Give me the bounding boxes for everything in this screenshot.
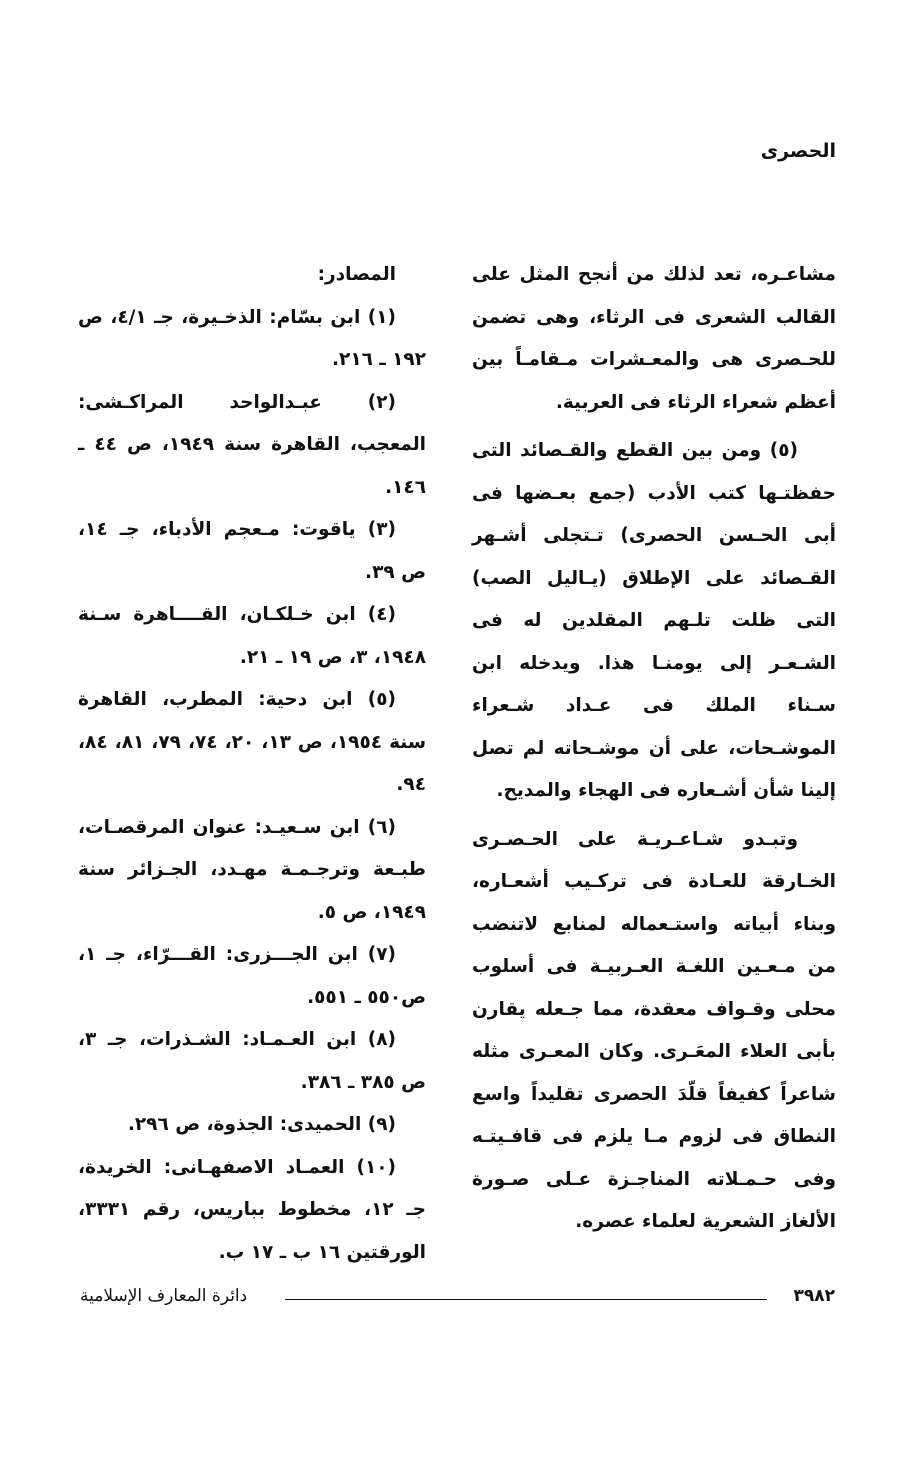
- body-paragraph: وتبـدو شـاعـريـة على الحـصـرى الخـارقة للعـادة فى تركـيب أشعـاره، وبناء أبياته واستـعماله لمنابع لاتنضب من مـعـين اللغـة العـربيـة فى أسلوب محلى وقـواف معقدة، مما جـعله يقارن بأبى العلاء المعَـرى. وكان المعـرى مثله شاعراً كفيفاً قلّدَ الحصرى تقليداً واسع النطاق فى لزوم مـا يلزم فى قافـيتـه وفى حـمـلاته المناجـزة عـلى صـورة الألغاز الشعرية لعلماء عصره.: [472, 828, 836, 1232]
- main-text-column: [472, 254, 836, 1250]
- sources-column: [78, 254, 426, 1274]
- source-item: (٦) ابن سـعيـد: عنوان المرقصـات، طبـعة وترجـمـة مهـدد، الجـزائر سنة ١٩٤٩، ص ٥.: [78, 816, 426, 923]
- running-head: الحصرى: [760, 140, 836, 162]
- source-item: (٩) الحميدى: الجذوة، ص ٢٩٦.: [127, 1114, 396, 1135]
- body-paragraph: (٥) ومن بين القطع والقـصائد التى حفظتـها كتب الأدب (جمع بعـضها فى أبى الحـسن الحصرى) تـتجلى أشـهر القـصائد على الإطلاق (يـاليل الصب) التى ظلت تلـهم المقلدين له فى الشـعـر إلى يومنـا هذا. ويدخله ابن سـناء الملك فى عـداد شـعراء الموشـحات، على أن موشـحاته لم تصل إلينا شأن أشـعاره فى الهجاء والمديح.: [472, 440, 836, 801]
- source-item: (١) ابن بسّام: الذخـيرة، جـ ٤/١، ص ١٩٢ ـ ٢١٦.: [78, 306, 426, 370]
- sources-heading: المصادر:: [317, 264, 396, 285]
- publication-title: دائرة المعارف الإسلامية: [80, 1286, 248, 1306]
- footer-rule: [285, 1299, 767, 1300]
- source-item: (٢) عبـدالواحد المراكـشى: المعجب، القاهرة سنة ١٩٤٩، ص ٤٤ ـ ١٤٦.: [78, 391, 427, 498]
- source-item: (٣) ياقوت: مـعجم الأدباء، جـ ١٤، ص ٣٩.: [78, 519, 426, 583]
- source-item: (٥) ابن دحية: المطرب، القاهرة سنة ١٩٥٤، ص ١٣، ٢٠، ٧٤، ٧٩، ٨١، ٨٤، ٩٤.: [78, 689, 427, 795]
- source-item: (٧) ابن الجـــزرى: القـــرّاء، جـ ١، ص٥٥٠ ـ ٥٥١.: [78, 944, 426, 1008]
- source-item: (١٠) العمـاد الاصفهـانى: الخريدة، جـ ١٢، مخطوط بباريس، رقم ٣٣٣١، الورقتين ١٦ ب ـ ١٧ ب.: [78, 1156, 426, 1263]
- page-footer: [80, 1286, 835, 1316]
- body-paragraph: مشاعـره، تعد لذلك من أنجح المثل على القالب الشعرى فى الرثاء، وهى تضمن للحـصرى هى والمعـشرات مـقامـاً بين أعظم شعراء الرثاء فى العربية.: [472, 264, 836, 413]
- page-number: ٣٩٨٢: [793, 1286, 835, 1306]
- source-item: (٤) ابن خـلكـان، القــــاهرة سـنة ١٩٤٨، ٣، ص ١٩ ـ ٢١.: [78, 604, 426, 668]
- source-item: (٨) ابن العـمـاد: الشـذرات، جـ ٣، ص ٣٨٥ ـ ٣٨٦.: [78, 1029, 426, 1093]
